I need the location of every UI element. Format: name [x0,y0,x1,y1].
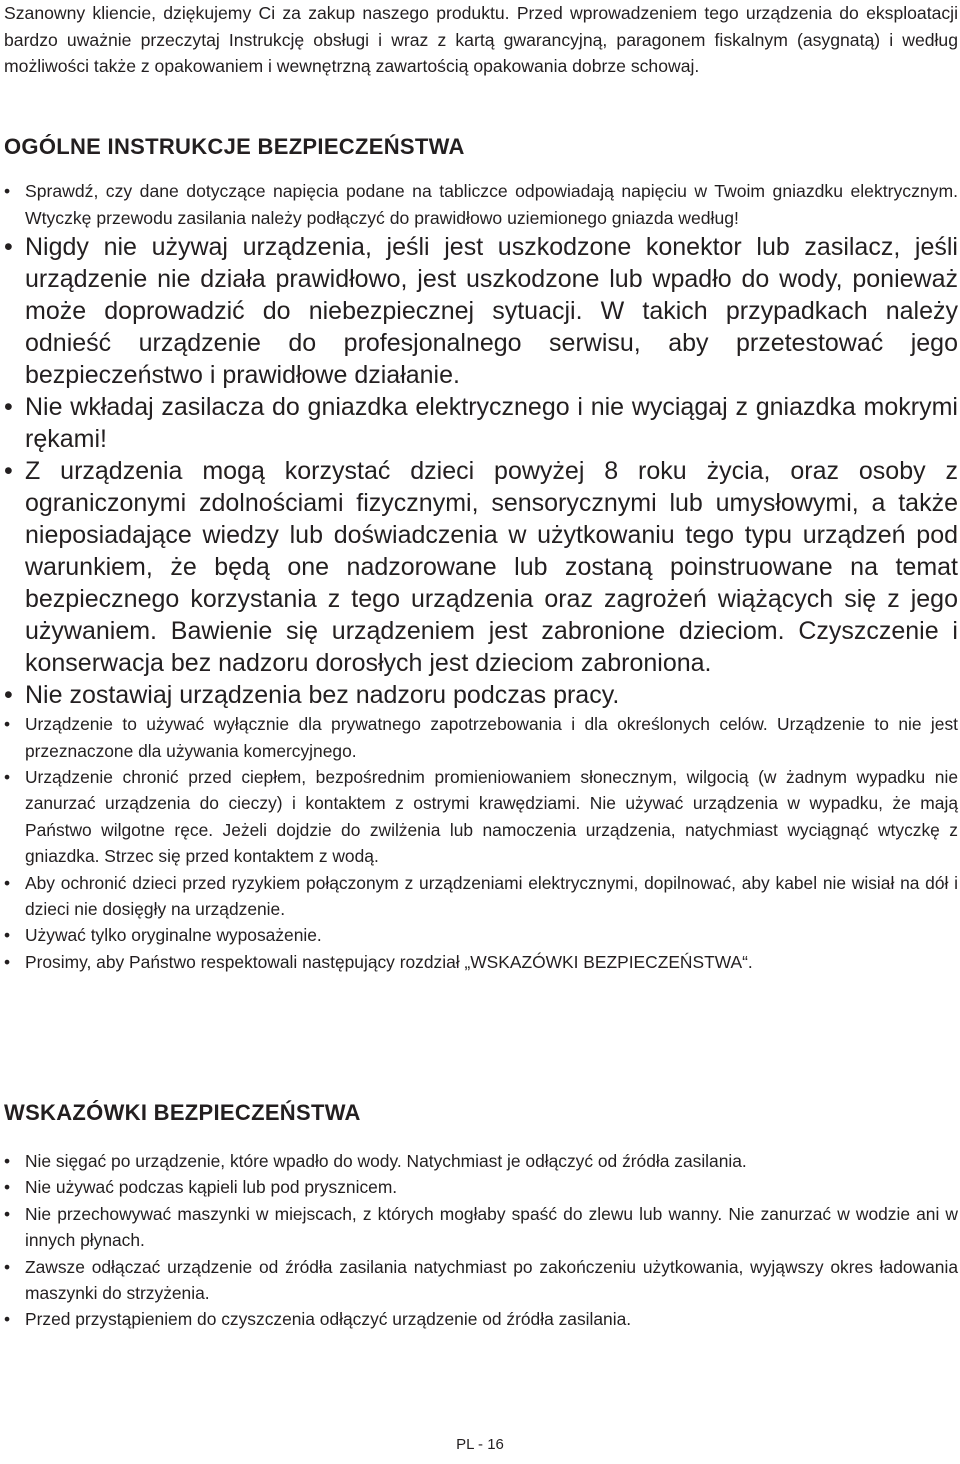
list-item: • Z urządzenia mogą korzystać dzieci powyżej 8 roku życia, oraz osoby z ograniczonymi zdolnościami fizycznymi, sensorycznymi lub umysłowymi, a także nieposiadające wiedzy lub doświadczenia w użytkowaniu tego typu urządzeń pod warunkiem, że będą one nadzorowane lub zostaną poinstruowane na temat bezpiecznego korzystania z tego urządzenia oraz zagrożeń wiążących się z jego używaniem. Bawienie się urządzeniem jest zabronione dzieciom. Czyszczenie i konserwacja bez nadzoru dorosłych jest dzieciom zabroniona. [0,455,958,679]
list-item: • Zawsze odłączać urządzenie od źródła zasilania natychmiast po zakończeniu użytkowania, wyjąwszy okres ładowania maszynki do strzyżenia. [0,1254,958,1307]
page-number: PL - 16 [456,1436,504,1453]
list-item: • Nie zostawiaj urządzenia bez nadzoru podczas pracy. [0,679,958,711]
general-safety-heading: OGÓLNE INSTRUKCJE BEZPIECZEŃSTWA [4,134,465,159]
list-item: • Sprawdź, czy dane dotyczące napięcia podane na tabliczce odpowiadają napięciu w Twoim gniazdku elektrycznym. Wtyczkę przewodu zasilania należy podłączyć do prawidłowo uziemionego gniazda według! [0,178,958,231]
list-item: • Urządzenie to używać wyłącznie dla prywatnego zapotrzebowania i dla określonych celów. Urządzenie to nie jest przeznaczone dla używania komercyjnego. [0,711,958,764]
intro-paragraph: Szanowny kliencie, dziękujemy Ci za zakup naszego produktu. Przed wprowadzeniem tego urządzenia do eksploatacji bardzo uważnie przeczytaj Instrukcję obsługi i wraz z kartą gwarancyjną, paragonem fiskalnym (asygnatą) i według możliwości także z opakowaniem i wewnętrzną zawartością opakowania dobrze schowaj. [4,3,958,77]
safety-tips-list [0,1148,958,1333]
list-item: • Nie przechowywać maszynki w miejscach, z których mogłaby spaść do zlewu lub wanny. Nie zanurzać w wodzie ani w innych płynach. [0,1201,958,1254]
list-item: • Prosimy, aby Państwo respektowali następujący rozdział „WSKAZÓWKI BEZPIECZEŃSTWA“. [0,949,958,975]
list-item: • Nie sięgać po urządzenie, które wpadło do wody. Natychmiast je odłączyć od źródła zasilania. [0,1148,958,1174]
list-item: • Nie wkładaj zasilacza do gniazdka elektrycznego i nie wyciągaj z gniazdka mokrymi rękami! [0,391,958,455]
list-item: • Nigdy nie używaj urządzenia, jeśli jest uszkodzone konektor lub zasilacz, jeśli urządzenie nie działa prawidłowo, jest uszkodzone lub wpadło do wody, ponieważ może doprowadzić do niebezpiecznej sytuacji. W takich przypadkach należy odnieść urządzenie do profesjonalnego serwisu, aby przetestować jego bezpieczeństwo i prawidłowe działanie. [0,231,958,391]
list-item: • Przed przystąpieniem do czyszczenia odłączyć urządzenie od źródła zasilania. [0,1306,958,1332]
list-item: • Używać tylko oryginalne wyposażenie. [0,922,958,948]
general-safety-list [0,178,958,975]
list-item: • Aby ochronić dzieci przed ryzykiem połączonym z urządzeniami elektrycznymi, dopilnować, aby kabel nie wisiał na dół i dzieci nie dosięgły na urządzenie. [0,870,958,923]
list-item: • Nie używać podczas kąpieli lub pod prysznicem. [0,1174,958,1200]
safety-tips-heading: WSKAZÓWKI BEZPIECZEŃSTWA [4,1100,361,1125]
list-item: • Urządzenie chronić przed ciepłem, bezpośrednim promieniowaniem słonecznym, wilgocią (w żadnym wypadku nie zanurzać urządzenia do cieczy) i kontaktem z ostrymi krawędziami. Nie używać urządzenia w wypadku, że mają Państwo wilgotne ręce. Jeżeli dojdzie do zwilżenia lub namoczenia urządzenia, natychmiast wyciągnąć wtyczkę z gniazdka. Strzec się przed kontaktem z wodą. [0,764,958,870]
